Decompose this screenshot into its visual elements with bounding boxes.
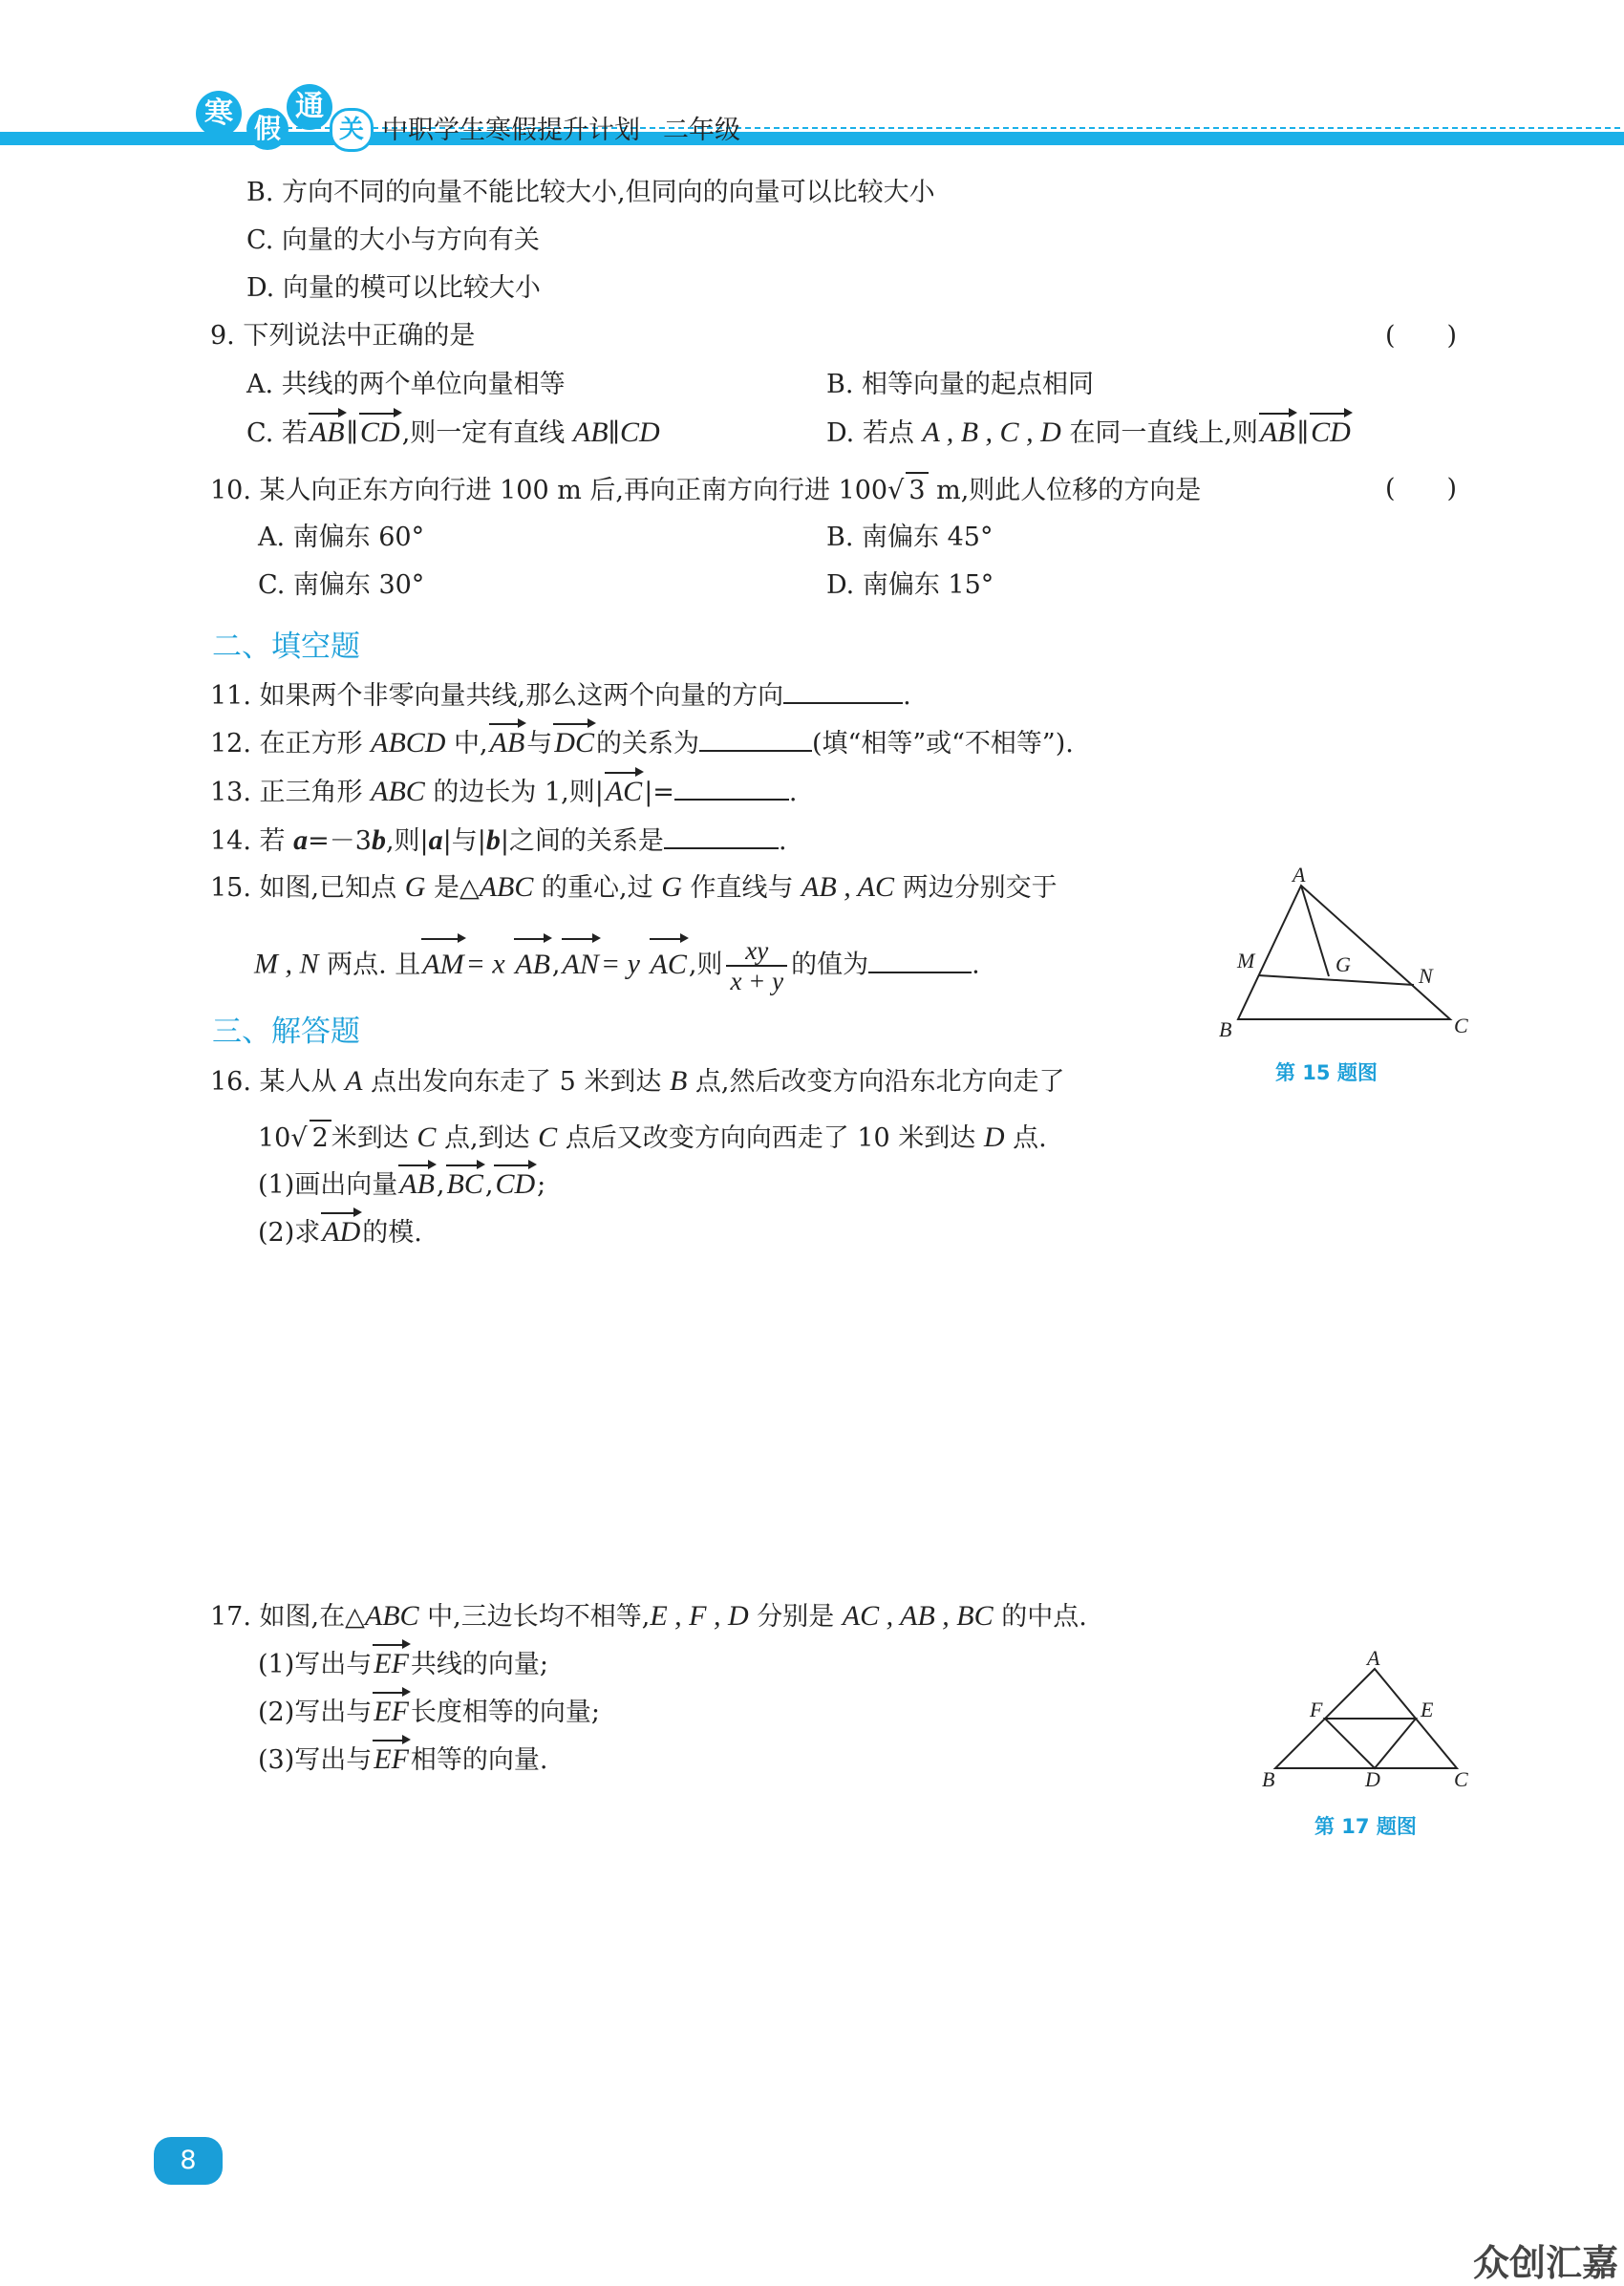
fig15-label-c: C (1454, 1014, 1468, 1037)
sqrt-sign: √ (887, 476, 905, 505)
q12-blank[interactable] (699, 725, 812, 752)
fig17-label-d: D (1365, 1767, 1380, 1791)
sqrt-sign: √ (290, 1123, 308, 1153)
q16-part1: (1)画出向量AB,BC,CD; (258, 1168, 546, 1200)
q9-option-d: D. 若点 A , B , C , D 在同一直线上,则AB∥CD (826, 417, 1351, 448)
header-badge-2: 假 (246, 108, 288, 150)
figure-17-caption: 第 17 题图 (1314, 1815, 1417, 1838)
watermark: 众创汇嘉 (1473, 2242, 1619, 2284)
q9-option-a: A. 共线的两个单位向量相等 (246, 370, 566, 399)
q8-option-d: D. 向量的模可以比较大小 (246, 273, 541, 303)
q11-blank[interactable] (783, 677, 903, 704)
q8-option-b: B. 方向不同的向量不能比较大小,但同向的向量可以比较大小 (246, 178, 935, 207)
fig15-label-b: B (1219, 1017, 1232, 1041)
q11: 11. 如果两个非零向量共线,那么这两个向量的方向 . (210, 677, 911, 714)
q10-option-b: B. 南偏东 45° (826, 523, 994, 552)
fig17-label-e: E (1421, 1698, 1434, 1721)
q13: 13. 正三角形 ABC 的边长为 1,则|AC|= . (210, 776, 798, 807)
fig15-label-m: M (1237, 949, 1255, 972)
q9-answer-bracket: ( ) (1385, 321, 1458, 351)
fig15-label-g: G (1336, 952, 1351, 976)
q9-option-b: B. 相等向量的起点相同 (826, 370, 1095, 399)
fig15-label-a: A (1293, 865, 1306, 887)
header-badge-4: 关 (330, 108, 374, 152)
header-badge-1: 寒 (196, 91, 242, 137)
fig17-label-a: A (1367, 1648, 1380, 1670)
figure-15-triangle (1204, 865, 1490, 1046)
header-badge-3: 通 (287, 84, 332, 130)
q13-blank[interactable] (674, 774, 789, 801)
q10-option-d: D. 南偏东 15° (826, 570, 994, 600)
header-bar (0, 86, 1624, 162)
header-title: 中职学生寒假提升计划 二年级 (382, 116, 740, 145)
figure-17-triangle (1256, 1648, 1476, 1791)
q15-blank[interactable] (868, 947, 972, 973)
fig17-label-c: C (1454, 1767, 1468, 1791)
q16-part2: (2)求AD的模. (258, 1216, 422, 1248)
q10-stem: 10. 某人向正东方向行进 100 m 后,再向正南方向行进 100√ 3 m,则此人位移的方向是 (210, 472, 1201, 508)
q15-line1: 15. 如图,已知点 G 是△ABC 的重心,过 G 作直线与 AB , AC 两边分别交于 (210, 871, 1058, 903)
q16-line1: 16. 某人从 A 点出发向东走了 5 米到达 B 点,然后改变方向沿东北方向走了 (210, 1065, 1065, 1097)
q14: 14. 若 a=－3b,则|a|与|b|之间的关系是 . (210, 824, 787, 856)
page-number: 8 (180, 2146, 197, 2175)
q15-line2: M , N 两点. 且AM= x AB,AN= y AC,则 $\frac{xy}{x + y}$ 的值为 . (254, 936, 980, 995)
figure-15-caption: 第 15 题图 (1275, 1061, 1378, 1084)
section-fill-in-blank: 二、填空题 (212, 630, 360, 664)
q14-blank[interactable] (664, 823, 779, 849)
q17-line1: 17. 如图,在△ABC 中,三边长均不相等,E , F , D 分别是 AC , AB , BC 的中点. (210, 1600, 1087, 1632)
q8-option-c: C. 向量的大小与方向有关 (246, 225, 540, 255)
q10-option-a: A. 南偏东 60° (258, 523, 425, 552)
fig17-label-b: B (1262, 1767, 1275, 1791)
q17-part2: (2)写出与EF长度相等的向量; (258, 1696, 601, 1727)
fraction-xy-over-x-plus-y: $\frac{xy}{x + y}$ (726, 936, 787, 995)
q9-stem: 9. 下列说法中正确的是 (210, 321, 476, 351)
q9-option-c: C. 若AB∥CD,则一定有直线 AB∥CD (246, 417, 660, 448)
page-number-badge (154, 2137, 223, 2185)
q10-option-c: C. 南偏东 30° (258, 570, 425, 600)
q16-line2: 10√ 2 米到达 C 点,到达 C 点后又改变方向向西走了 10 米到达 D 点. (258, 1120, 1047, 1156)
q17-part1: (1)写出与EF共线的向量; (258, 1648, 549, 1679)
fig15-label-n: N (1419, 964, 1433, 988)
q12: 12. 在正方形 ABCD 中,AB与DC的关系为 (填“相等”或“不相等”). (210, 727, 1074, 758)
q10-answer-bracket: ( ) (1385, 474, 1458, 503)
q17-part3: (3)写出与EF相等的向量. (258, 1743, 548, 1775)
fig17-label-f: F (1310, 1698, 1323, 1721)
section-solution: 三、解答题 (212, 1015, 360, 1049)
